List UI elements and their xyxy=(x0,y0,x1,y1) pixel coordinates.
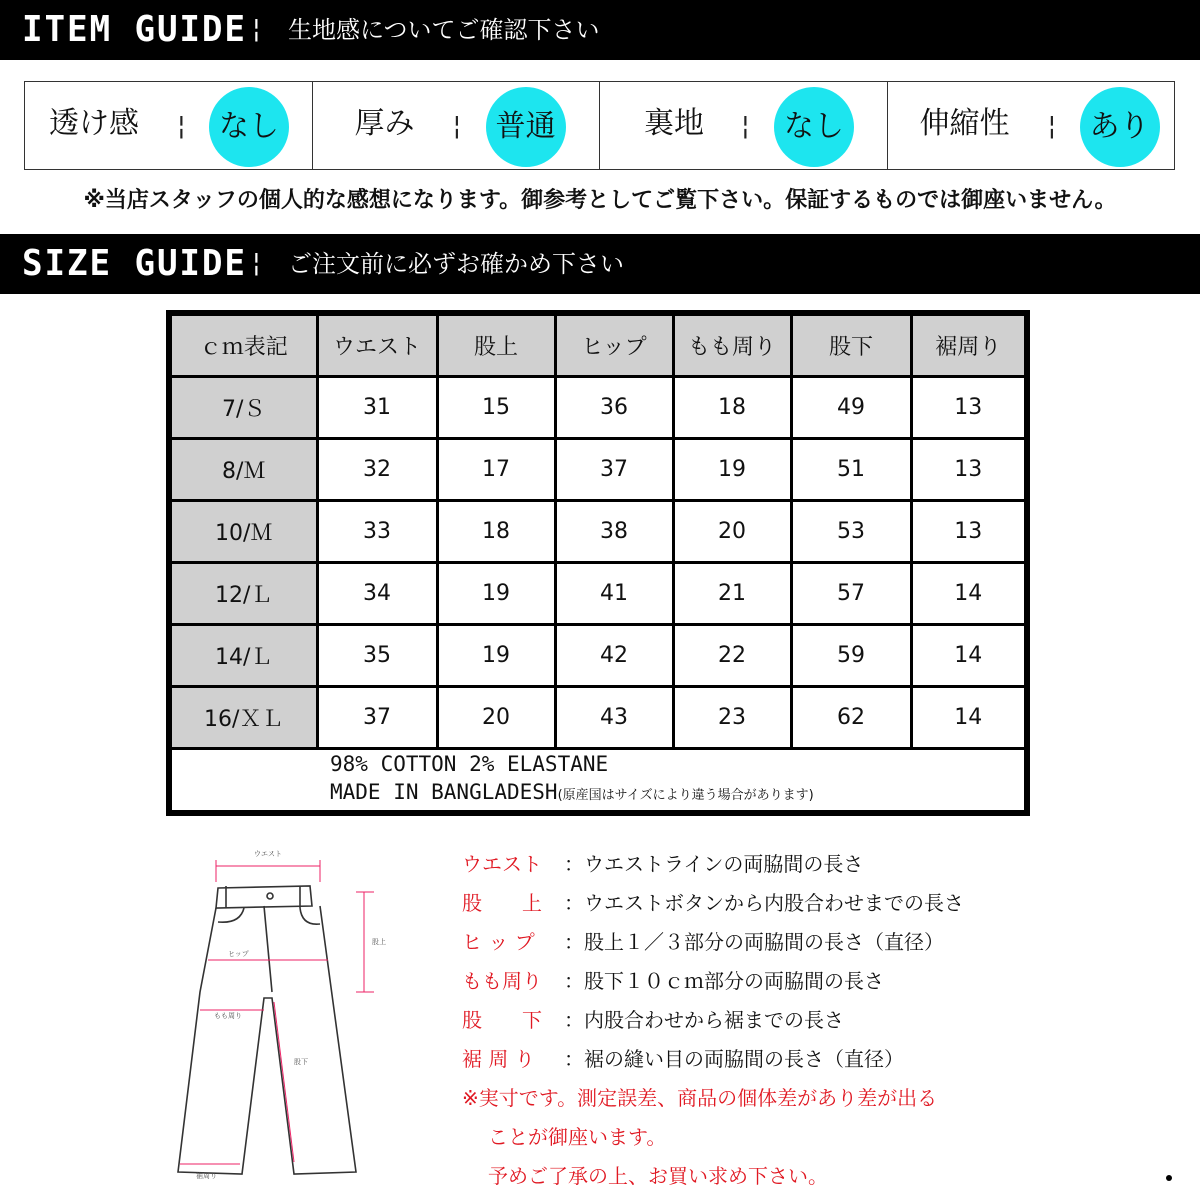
size-guide-subtitle: ご注文前に必ずお確かめ下さい xyxy=(288,250,624,278)
table-cell: 37 xyxy=(317,687,437,749)
table-cell: 14 xyxy=(911,687,1027,749)
feel-label: 裏地 xyxy=(644,106,704,141)
legend-row xyxy=(462,962,964,1001)
measure-lines xyxy=(180,860,374,1164)
table-cell: 49 xyxy=(791,377,911,439)
item-guide-banner xyxy=(0,0,1200,60)
table-header-cell: もも周り xyxy=(673,313,791,377)
legend-desc: ：股上１／３部分の両脇間の長さ（直径） xyxy=(564,930,944,954)
feel-separator: ¦ xyxy=(177,111,186,141)
feel-cell-stretch xyxy=(888,82,1175,169)
table-cell: 18 xyxy=(673,377,791,439)
table-cell: 37 xyxy=(555,439,673,501)
label-hem: 裾周り xyxy=(196,1172,217,1180)
table-cell: 62 xyxy=(791,687,911,749)
table-cell: 14 xyxy=(911,563,1027,625)
legend-desc: ：裾の縫い目の両脇間の長さ（直径） xyxy=(564,1047,904,1071)
legend-row xyxy=(462,1001,964,1040)
feel-value-badge: 普通 xyxy=(486,87,566,167)
pants-diagram xyxy=(160,842,410,1192)
table-header-cell: ウエスト xyxy=(317,313,437,377)
material-origin: MADE IN BANGLADESH xyxy=(330,780,558,804)
table-cell: 35 xyxy=(317,625,437,687)
size-cell: 7/Ｓ xyxy=(169,377,317,439)
legend-key: 裾 周 り xyxy=(462,1047,535,1071)
table-cell: 43 xyxy=(555,687,673,749)
table-cell: 14 xyxy=(911,625,1027,687)
size-guide-separator: ¦ xyxy=(252,248,261,278)
table-cell: 22 xyxy=(673,625,791,687)
material-row xyxy=(169,749,1027,814)
item-guide-subtitle: 生地感についてご確認下さい xyxy=(288,16,600,44)
table-cell: 41 xyxy=(555,563,673,625)
table-header-cell: ヒップ xyxy=(555,313,673,377)
legend-key: もも周り xyxy=(462,969,542,993)
legend-row xyxy=(462,845,964,884)
corner-dot xyxy=(1166,1175,1172,1181)
legend-key: 股 下 xyxy=(462,1008,542,1032)
disclaimer-text: ※当店スタッフの個人的な感想になります。御参考としてご覧下さい。保証するものでは御座いません。 xyxy=(83,188,1117,213)
legend-row xyxy=(462,1040,964,1079)
measure-labels xyxy=(196,850,386,1180)
measurement-legend xyxy=(462,845,964,1196)
feel-value-badge: あり xyxy=(1080,87,1160,167)
table-header-cell: ｃｍ表記 xyxy=(169,313,317,377)
table-cell: 21 xyxy=(673,563,791,625)
table-row xyxy=(169,501,1027,563)
label-hip: ヒップ xyxy=(228,950,249,958)
table-row xyxy=(169,377,1027,439)
feel-label: 伸縮性 xyxy=(919,106,1010,141)
feel-label: 厚み xyxy=(354,106,415,141)
size-cell: 14/Ｌ xyxy=(169,625,317,687)
table-cell: 34 xyxy=(317,563,437,625)
table-header-row xyxy=(169,313,1027,377)
label-rise: 股上 xyxy=(372,938,386,946)
feel-separator: ¦ xyxy=(1047,111,1057,141)
table-cell: 20 xyxy=(673,501,791,563)
table-cell: 53 xyxy=(791,501,911,563)
legend-key: 股 上 xyxy=(462,891,542,915)
fabric-feel-panel xyxy=(24,81,1175,170)
legend-row xyxy=(462,884,964,923)
legend-note: ※実寸です。測定誤差、商品の個体差があり差が出る xyxy=(462,1086,938,1110)
legend-key: ウエスト xyxy=(462,852,542,876)
table-header-cell: 裾周り xyxy=(911,313,1027,377)
size-cell: 8/Ｍ xyxy=(169,439,317,501)
feel-separator: ¦ xyxy=(452,111,462,141)
legend-note: ことが御座います。 xyxy=(488,1125,667,1149)
feel-cell-thickness xyxy=(313,82,601,169)
feel-separator: ¦ xyxy=(741,111,750,141)
feel-label: 透け感 xyxy=(49,106,139,141)
table-cell: 23 xyxy=(673,687,791,749)
size-table xyxy=(166,310,1030,816)
table-cell: 33 xyxy=(317,501,437,563)
table-header-cell: 股下 xyxy=(791,313,911,377)
legend-desc: ：股下１０ｃｍ部分の両脇間の長さ xyxy=(564,969,884,993)
size-cell: 16/ＸＬ xyxy=(169,687,317,749)
origin-note: (原産国はサイズにより違う場合があります) xyxy=(557,788,814,803)
feel-value-badge: なし xyxy=(774,87,854,167)
legend-desc: ：内股合わせから裾までの長さ xyxy=(564,1008,844,1032)
table-row xyxy=(169,439,1027,501)
table-cell: 19 xyxy=(673,439,791,501)
pants-outline xyxy=(178,886,356,1174)
material-origin-line xyxy=(330,778,1024,810)
table-cell: 36 xyxy=(555,377,673,439)
item-guide-title: ITEM GUIDE xyxy=(22,9,247,50)
table-cell: 13 xyxy=(911,501,1027,563)
legend-desc: ：ウエストボタンから内股合わせまでの長さ xyxy=(564,891,964,915)
table-cell: 57 xyxy=(791,563,911,625)
table-cell: 32 xyxy=(317,439,437,501)
table-cell: 20 xyxy=(437,687,555,749)
label-waist: ウエスト xyxy=(254,850,282,858)
feel-cell-transparency xyxy=(25,82,313,169)
table-row xyxy=(169,625,1027,687)
item-guide-separator: ¦ xyxy=(252,14,261,44)
table-cell: 31 xyxy=(317,377,437,439)
material-composition: 98% COTTON 2% ELASTANE xyxy=(330,752,609,776)
feel-value-badge: なし xyxy=(209,87,289,167)
legend-desc: ：ウエストラインの両脇間の長さ xyxy=(564,852,864,876)
table-cell: 15 xyxy=(437,377,555,439)
table-cell: 38 xyxy=(555,501,673,563)
size-cell: 10/Ｍ xyxy=(169,501,317,563)
table-cell: 18 xyxy=(437,501,555,563)
legend-note: 予めご了承の上、お買い求め下さい。 xyxy=(488,1164,828,1188)
table-cell: 19 xyxy=(437,563,555,625)
label-thigh: もも周り xyxy=(214,1012,242,1020)
legend-row xyxy=(462,923,964,962)
feel-cell-lining xyxy=(600,82,888,169)
size-cell: 12/Ｌ xyxy=(169,563,317,625)
table-cell: 42 xyxy=(555,625,673,687)
table-cell: 59 xyxy=(791,625,911,687)
table-row xyxy=(169,563,1027,625)
table-cell: 13 xyxy=(911,439,1027,501)
table-cell: 13 xyxy=(911,377,1027,439)
table-row xyxy=(169,687,1027,749)
table-header-cell: 股上 xyxy=(437,313,555,377)
material-cell xyxy=(169,749,1027,814)
table-cell: 17 xyxy=(437,439,555,501)
table-cell: 19 xyxy=(437,625,555,687)
label-inseam: 股下 xyxy=(294,1058,308,1066)
legend-key: ヒ ッ プ xyxy=(462,930,535,954)
size-guide-banner xyxy=(0,234,1200,294)
size-guide-title: SIZE GUIDE xyxy=(22,243,247,284)
table-cell: 51 xyxy=(791,439,911,501)
